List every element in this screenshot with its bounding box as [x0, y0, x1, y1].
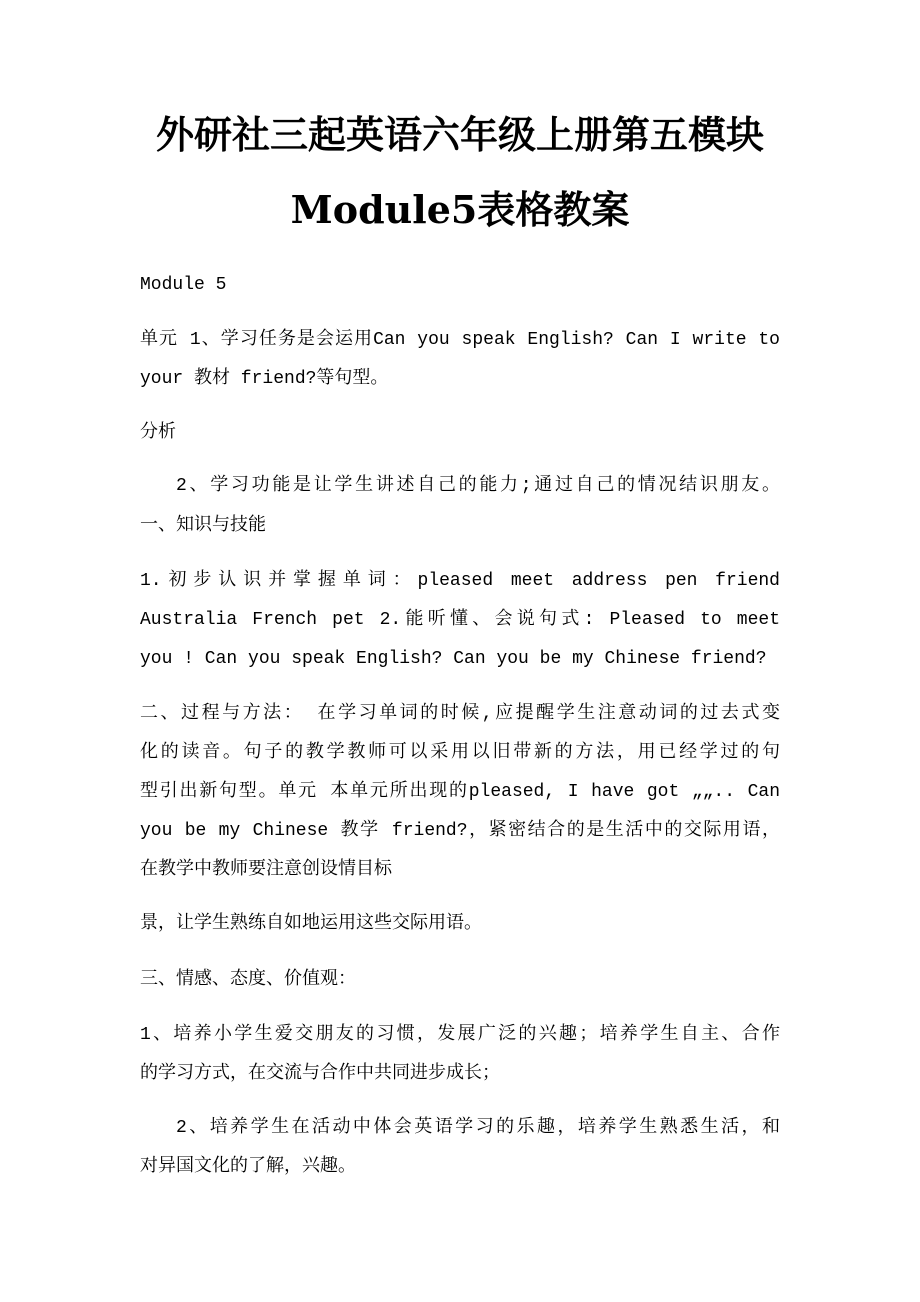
text-line: 1、培养小学生爱交朋友的习惯，发展广泛的兴趣；培养学生自主、合作 — [140, 1025, 780, 1045]
text-line: 单元 1、学习任务是会运用Can you speak English? Can I write to — [140, 330, 780, 350]
text-line: 景，让学生熟练自如地运用这些交际用语。 — [140, 914, 482, 934]
text-line: Australia French pet 2.能听懂、会说句式: Pleased to meet — [140, 610, 780, 630]
module-heading: Module 5 — [140, 275, 227, 295]
document-title-line-1: 外研社三起英语六年级上册第五模块 — [155, 112, 764, 157]
section-heading: 三、情感、态度、价值观： — [140, 970, 356, 990]
text-line: your 教材 friend?等句型。 — [140, 369, 389, 389]
text-line: 1.初步认识并掌握单词：pleased meet address pen friend — [140, 571, 780, 591]
text-line: 型引出新句型。单元 本单元所出现的pleased, I have got „„.. Can — [140, 782, 780, 802]
text-line: 化的读音。句子的教学教师可以采用以旧带新的方法，用已经学过的句 — [140, 743, 780, 763]
text-line: 2、培养学生在活动中体会英语学习的乐趣，培养学生熟悉生活，和 — [176, 1118, 780, 1138]
text-line: 2、学习功能是让学生讲述自己的能力;通过自己的情况结识朋友。 — [176, 476, 780, 496]
text-line: you be my Chinese 教学 friend?，紧密结合的是生活中的交际用语， — [140, 821, 780, 841]
text-line: 在教学中教师要注意创设情目标 — [140, 860, 392, 880]
text-line: 对异国文化的了解，兴趣。 — [140, 1157, 356, 1177]
text-line: 的学习方式，在交流与合作中共同进步成长； — [140, 1064, 500, 1084]
text-line: you ! Can you speak English? Can you be my Chinese friend? — [140, 649, 767, 669]
text-line: 二、过程与方法： 在学习单词的时候,应提醒学生注意动词的过去式变 — [140, 704, 780, 724]
document-title-line-2: Module5表格教案 — [290, 187, 630, 232]
text-line: 分析 — [140, 423, 176, 443]
section-heading: 一、知识与技能 — [140, 516, 266, 536]
